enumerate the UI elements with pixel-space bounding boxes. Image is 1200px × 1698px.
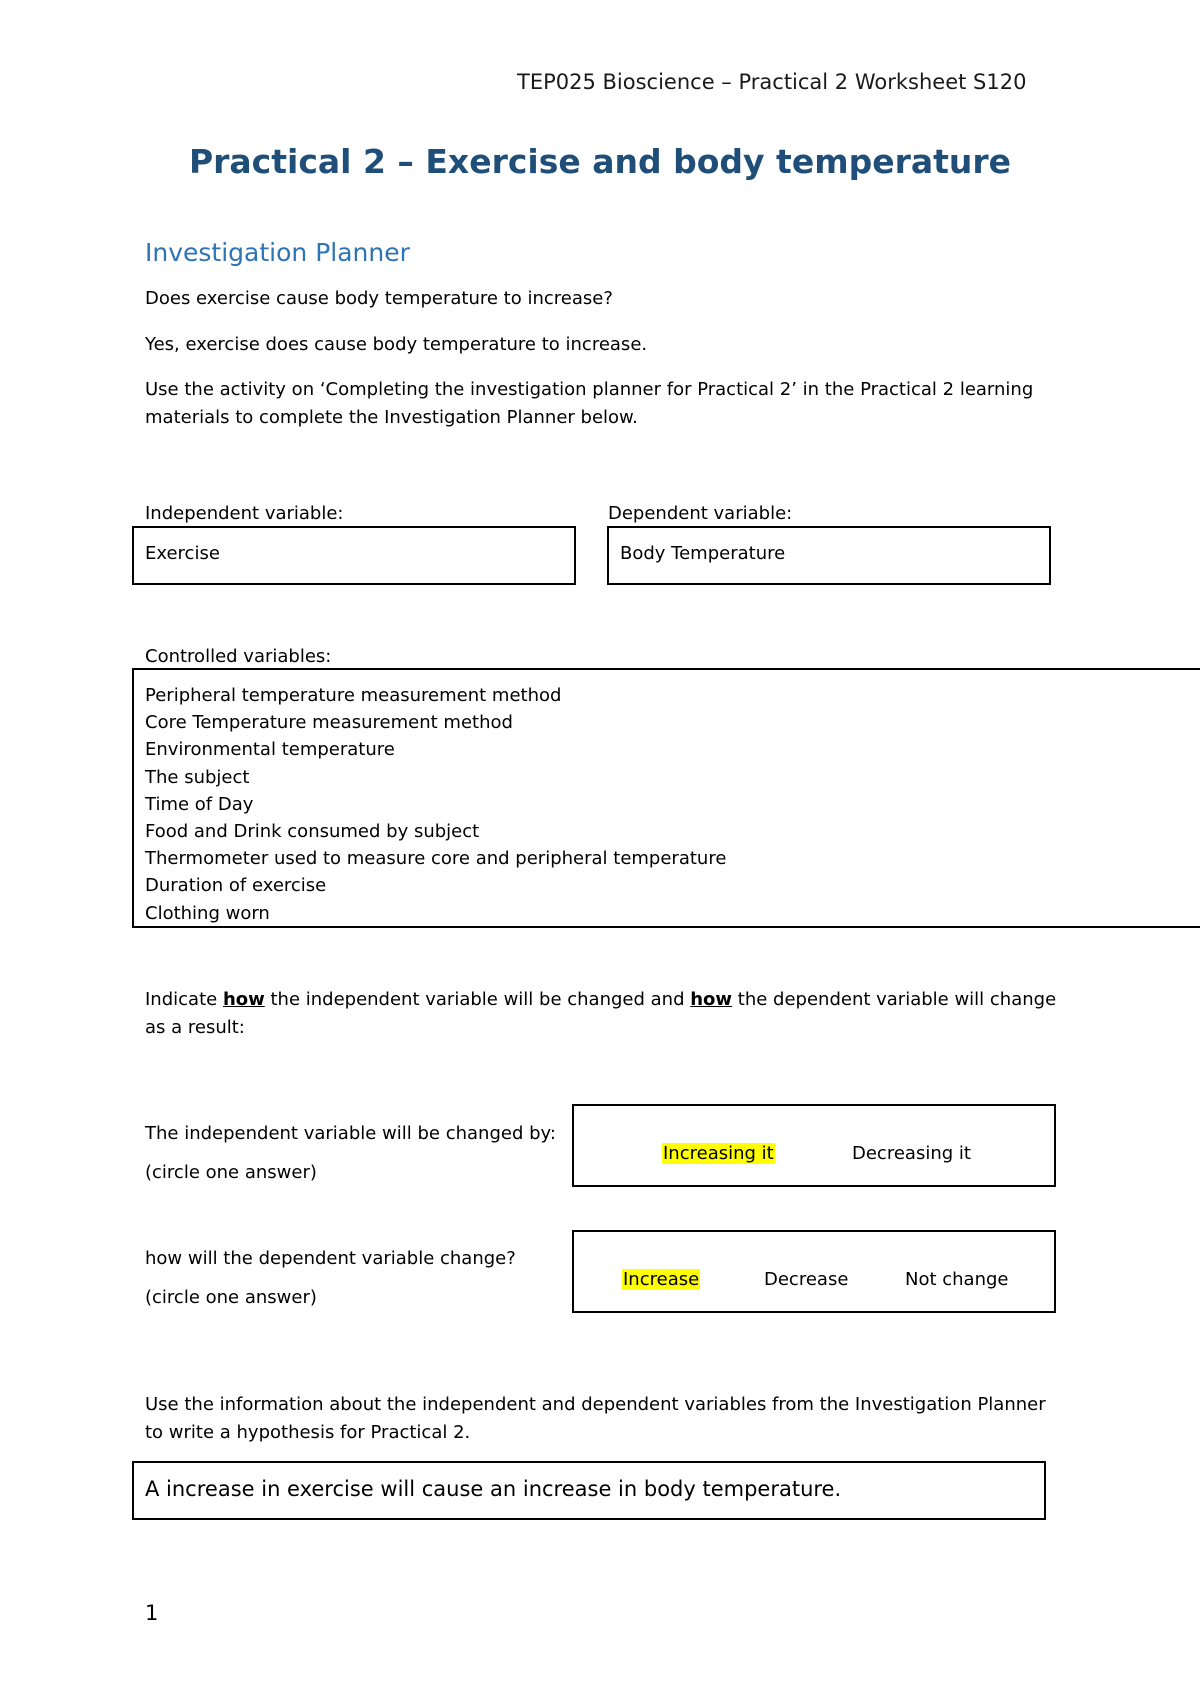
indicate-text: the independent variable will be changed and: [264, 989, 691, 1010]
indicate-instruction-line-1: [145, 986, 1056, 1014]
page-title: Practical 2 – Exercise and body temperature: [188, 142, 1012, 181]
page-number: 1: [145, 1601, 159, 1625]
hypothesis-instruction-line-2: to write a hypothesis for Practical 2.: [145, 1422, 471, 1443]
planner-instruction-line-2: materials to complete the Investigation Planner below.: [145, 407, 638, 428]
section-heading: Investigation Planner: [145, 238, 410, 267]
controlled-variable-item: Peripheral temperature measurement method: [145, 685, 562, 706]
indicate-instruction-line-2: as a result:: [145, 1017, 245, 1038]
dependent-change-note: (circle one answer): [145, 1287, 317, 1308]
controlled-variable-item: Time of Day: [145, 793, 254, 815]
option-increasing-it[interactable]: Increasing it: [663, 1143, 774, 1164]
controlled-variable-item: Environmental temperature: [145, 739, 395, 761]
controlled-variable-item: Core Temperature measurement method: [145, 712, 513, 734]
indicate-text: the dependent variable will change: [732, 989, 1057, 1010]
dependent-variable-value: Body Temperature: [620, 543, 786, 564]
independent-variable-field[interactable]: [132, 526, 576, 585]
dependent-change-options: [572, 1230, 1056, 1313]
running-header: TEP025 Bioscience – Practical 2 Worksheet S120: [517, 70, 1027, 94]
independent-change-note: (circle one answer): [145, 1162, 317, 1183]
dependent-variable-label: Dependent variable:: [608, 503, 793, 524]
option-decrease[interactable]: Decrease: [764, 1269, 849, 1290]
hypothesis-instruction-line-1: Use the information about the independent and dependent variables from the Investigation Planner: [145, 1394, 1046, 1415]
research-answer: Yes, exercise does cause body temperature to increase.: [145, 334, 648, 355]
option-increase[interactable]: Increase: [623, 1269, 700, 1290]
controlled-variables-list: [145, 682, 726, 927]
independent-change-options: [572, 1104, 1056, 1187]
hypothesis-field[interactable]: [132, 1461, 1046, 1520]
controlled-variables-label: Controlled variables:: [145, 646, 332, 667]
independent-variable-label: Independent variable:: [145, 503, 344, 524]
indicate-text: Indicate: [145, 989, 223, 1010]
dependent-variable-field[interactable]: [607, 526, 1051, 585]
option-decreasing-it[interactable]: Decreasing it: [852, 1143, 971, 1164]
independent-variable-value: Exercise: [145, 543, 220, 564]
controlled-variable-item: Clothing worn: [145, 902, 270, 924]
option-not-change[interactable]: Not change: [905, 1269, 1009, 1290]
independent-change-question: The independent variable will be changed by:: [145, 1123, 556, 1144]
controlled-variable-item: Thermometer used to measure core and peripheral temperature: [145, 848, 727, 870]
controlled-variable-item: The subject: [145, 766, 250, 788]
research-question: Does exercise cause body temperature to increase?: [145, 288, 613, 309]
controlled-variable-item: Duration of exercise: [145, 875, 327, 897]
indicate-emphasis: how: [690, 989, 733, 1010]
controlled-variable-item: Food and Drink consumed by subject: [145, 821, 480, 843]
planner-instruction-line-1: Use the activity on ‘Completing the investigation planner for Practical 2’ in the Practical 2 learning: [145, 379, 1034, 400]
hypothesis-value: A increase in exercise will cause an increase in body temperature.: [145, 1477, 842, 1501]
indicate-emphasis: how: [222, 989, 265, 1010]
dependent-change-question: how will the dependent variable change?: [145, 1248, 516, 1269]
